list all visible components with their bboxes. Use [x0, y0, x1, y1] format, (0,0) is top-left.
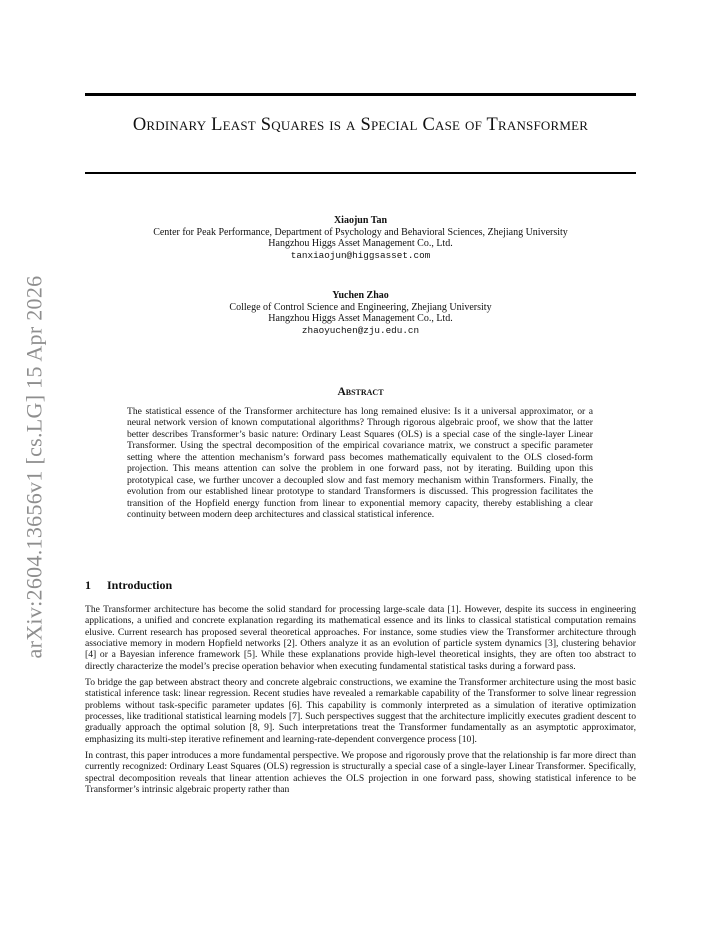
- title-top-rule: [85, 93, 636, 96]
- author-email: zhaoyuchen@zju.edu.cn: [301, 324, 420, 336]
- abstract-text: The statistical essence of the Transformer architecture has long remained elusive: Is it a universal approximator, or a neural network version of known computational algorithms? Through rigorous algebraic proof, we show that the latter better describes Transformer’s basic nature: Ordinary Least Squares (OLS) is a special case of the single-layer Linear Transformer. Using the spectral decomposition of the empirical covariance matrix, we construct a specific parameter setting where the attention mechanism’s forward pass becomes mathematically equivalent to the OLS closed-form projection. This means attention can solve the problem in one forward pass, not by iterating. Building upon this prototypical case, we further uncover a decoupled slow and fast memory mechanism within Transformers. Finally, the evolution from our established linear prototype to standard Transformers is discussed. This progression facilitates the transition of the Hopfield energy function from linear to exponential memory capacity, thereby establishing a clear continuity between modern deep architectures and classical statistical inference.: [127, 406, 593, 521]
- arxiv-identifier-text: arXiv:2604.13656v1 [cs.LG] 15 Apr 2026: [21, 275, 47, 659]
- body-paragraph: In contrast, this paper introduces a more fundamental perspective. We propose and rigorously prove that the relationship is far more direct than currently recognized: Ordinary Least Squares (OLS) regression is structurally a special case of a single-layer Linear Transformer. Specifically, spectral decomposition reveals that linear attention achieves the OLS projection in one forward pass, showing statistical inference to be Transformer’s intrinsic algebraic property rather than: [85, 750, 636, 796]
- author-block-2: [85, 290, 636, 336]
- author-affiliation: Hangzhou Higgs Asset Management Co., Ltd.: [268, 238, 453, 249]
- section-number: 1: [85, 578, 91, 592]
- author-affiliation: College of Control Science and Engineering, Zhejiang University: [229, 301, 492, 313]
- introduction-body: [85, 604, 636, 801]
- paper-title: Ordinary Least Squares is a Special Case of Transformer: [132, 115, 589, 135]
- body-paragraph: To bridge the gap between abstract theory and concrete algebraic constructions, we examine the Transformer architecture using the most basic statistical inference task: linear regression. Recent studies have revealed a remarkable capability of the Transformer to solve linear regression problems without task-specific parameter updates [6]. This capability is commonly interpreted as a simulation of iterative optimization processes, like traditional statistical learning models [7]. Such perspectives suggest that the architecture implicitly executes gradient descent to gradually approach the optimal solution [8, 9]. Such interpretations treat the Transformer fundamentally as an asymptotic approximator, emphasizing its multi-step iterative refinement and learning-rate-dependent convergence process [10].: [85, 677, 636, 745]
- author-email: tanxiaojun@higgsasset.com: [290, 249, 431, 261]
- body-paragraph: The Transformer architecture has become the solid standard for processing large-scale data [1]. However, despite its success in engineering applications, a unified and concrete explanation regarding its mathematical essence and its links to classical statistical computation remains elusive. Current research has proposed several theoretical approaches. For instance, some studies view the Transformer architecture through associative memory in modern Hopfield networks [2]. Others analyze it as an evolution of particle system dynamics [3], clustering behavior [4] or a Bayesian inference framework [5]. While these explanations provide high-level theoretical insights, they are often too abstract to directly characterize the model’s precise operation behavior when executing fundamental statistical tasks during a forward pass.: [85, 604, 636, 672]
- author-name: Yuchen Zhao: [332, 290, 389, 301]
- arxiv-identifier-stamp: [10, 262, 58, 672]
- section-heading: [85, 578, 172, 593]
- author-affiliation: Hangzhou Higgs Asset Management Co., Ltd.: [268, 313, 453, 324]
- abstract-heading: Abstract: [337, 386, 384, 398]
- author-block-1: [85, 215, 636, 261]
- title-bottom-rule: [85, 172, 636, 174]
- author-affiliation: Center for Peak Performance, Department of Psychology and Behavioral Sciences, Zhejiang University: [153, 226, 568, 238]
- section-title: Introduction: [107, 578, 173, 592]
- author-name: Xiaojun Tan: [333, 215, 388, 226]
